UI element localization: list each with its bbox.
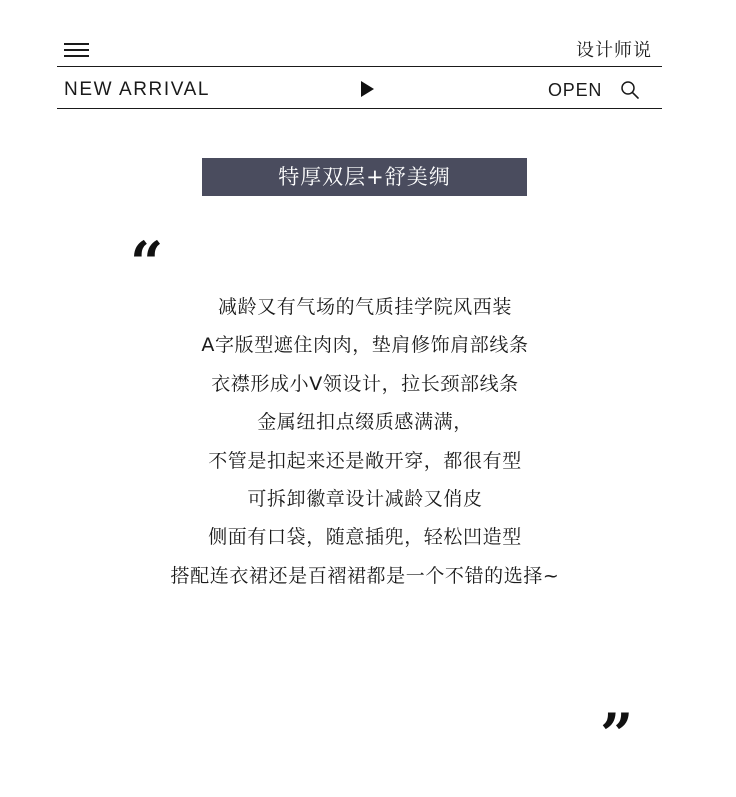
description-line: 金属纽扣点缀质感满满，	[257, 411, 473, 434]
header-divider-bottom	[57, 108, 662, 109]
open-button[interactable]: OPEN	[548, 80, 603, 100]
description-list	[120, 288, 610, 595]
hamburger-menu-icon[interactable]	[64, 43, 89, 57]
description-line: 可拆卸徽章设计减龄又俏皮	[247, 487, 483, 510]
description-line: 减龄又有气场的气质挂学院风西装	[217, 296, 512, 318]
search-icon[interactable]	[620, 80, 640, 100]
description-line: 不管是扣起来还是敞开穿，都很有型	[208, 449, 522, 472]
nav-title: NEW ARRIVAL	[64, 79, 211, 100]
description-line: A字版型遮住肉肉，垫肩修饰肩部线条	[201, 334, 529, 357]
open-quote-mark: “	[130, 229, 164, 297]
brand-title: 设计师说	[576, 40, 652, 61]
description-line: 搭配连衣裙还是百褶裙都是一个不错的选择~	[170, 564, 560, 587]
description-line: 侧面有口袋，随意插兜，轻松凹造型	[208, 526, 522, 549]
play-icon[interactable]	[361, 81, 374, 97]
feature-banner: 特厚双层+舒美绸	[202, 158, 527, 196]
description-line: 衣襟形成小V领设计，拉长颈部线条	[211, 372, 519, 395]
close-quote-mark: ”	[600, 701, 634, 769]
header-divider-top	[57, 66, 662, 67]
